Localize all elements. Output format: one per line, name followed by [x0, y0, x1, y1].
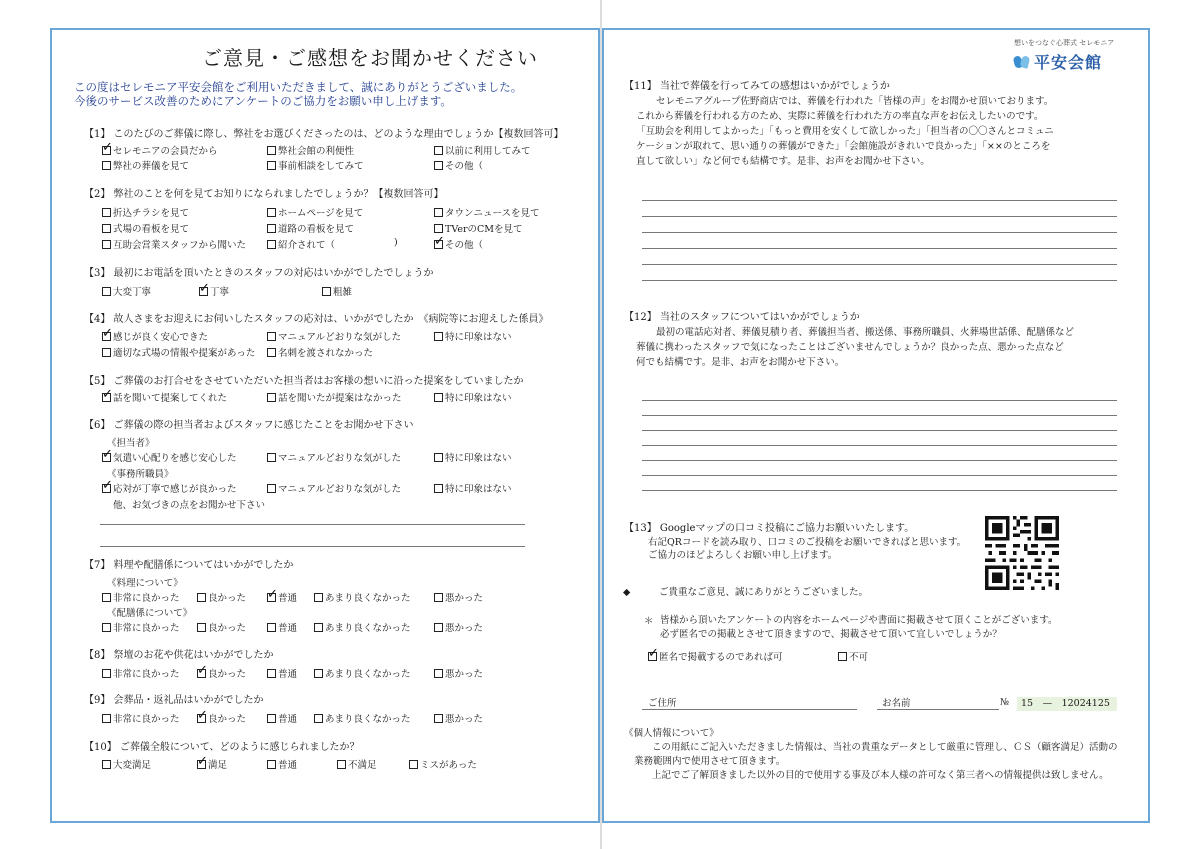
comment-line[interactable]	[642, 430, 1117, 431]
checkbox[interactable]	[434, 669, 443, 678]
q10-option-satisfied[interactable]: ✓ 満足	[197, 757, 227, 771]
checkbox[interactable]	[102, 332, 111, 341]
question-12-label: 【12】 当社のスタッフについてはいかがでしょうか	[624, 312, 860, 323]
checkbox[interactable]	[102, 146, 111, 155]
comment-line[interactable]	[642, 400, 1117, 401]
q8-option-average[interactable]: 普通	[267, 666, 297, 680]
checkbox[interactable]	[102, 393, 111, 402]
q12-description-cont: 葬儀に携わったスタッフで気になったことはございませんでしょうか？良かった点、悪かった点など 何でも結構です。是非、お声をお聞かせ下さい。	[636, 342, 1064, 368]
logo-name: 平安会館	[1034, 53, 1103, 72]
question-7-label: 【7】 料理や配膳係についてはいかがでしたか	[84, 560, 294, 571]
checkbox[interactable]	[197, 714, 206, 723]
q7-servers-option-not-good[interactable]: あまり良くなかった	[314, 620, 411, 634]
q9-option-not-good[interactable]: あまり良くなかった	[314, 711, 411, 725]
checkbox[interactable]	[102, 208, 111, 217]
company-logo	[1014, 38, 1114, 73]
q7-food-option-not-good[interactable]: あまり良くなかった	[314, 590, 411, 604]
q10-option-dissatisfied[interactable]: 不満足	[337, 757, 377, 771]
q7-servers-option-average[interactable]: 普通	[267, 620, 297, 634]
q12-description: 最初の電話応対者、葬儀見積り者、葬儀担当者、搬送係、事務所職員、火葬場世話係、配膳係など	[656, 327, 1075, 338]
checkbox[interactable]	[267, 146, 276, 155]
thanks-diamond-icon: ◆	[623, 587, 631, 598]
question-1-label: 【1】 このたびのご葬儀に際し、弊社をお選びくださったのは、どのような理由でしょうか【複数回答可】	[84, 129, 564, 140]
checkbox[interactable]	[102, 348, 111, 357]
question-9-label: 【9】 会葬品・返礼品はいかがでしたか	[84, 695, 264, 706]
logo-tagline: 想いをつなぐ心葬式 セレモニア	[1014, 39, 1115, 47]
privacy-text-third: 上記でご了解頂きました以外の目的で使用する事及び本人様の許可なく第三者への情報提供は致しません。	[652, 770, 1109, 781]
q4-option-no-card[interactable]: 名刺を渡されなかった	[267, 345, 373, 359]
q1-option-other[interactable]: その他（	[434, 158, 483, 172]
checkbox[interactable]	[267, 161, 276, 170]
q7-food-option-very-good[interactable]: 非常に良かった	[102, 590, 180, 604]
q10-option-mistake[interactable]: ミスがあった	[409, 757, 477, 771]
q1-option-previous[interactable]: 以前に利用してみて	[434, 143, 531, 157]
checkbox[interactable]	[267, 760, 276, 769]
q1-option-member[interactable]: ✓セレモニアの会員だから	[102, 143, 218, 157]
q11-description-cont: これから葬儀を行われる方のため、実際に葬儀を行われた方の率直な声をお伝えしたいのです。 「互助会を利用してよかった」「もっと費用を安くして欲しかった」「担当者の〇〇さんとコミュニ ケーションが取れて、思い通りの葬儀ができた」「会館施設がきれいで良かった」「××のところを 直して欲しい」など何でも結構です。是非、お声をお聞かせ下さい。	[636, 111, 1054, 167]
checkbox[interactable]	[102, 760, 111, 769]
checkbox[interactable]	[267, 593, 276, 602]
question-3-label: 【3】 最初にお電話を頂いたときのスタッフの対応はいかがでしたでしょうか	[84, 268, 434, 279]
q2-option-referral[interactable]: 紹介されて（	[267, 237, 335, 251]
consent-option-decline[interactable]: 不可	[838, 649, 868, 663]
q3-option-polite[interactable]: ✓ 丁寧	[199, 284, 229, 298]
question-10-label: 【10】 ご葬儀全般について、どのように感じられましたか？	[84, 742, 360, 753]
checkbox[interactable]	[314, 714, 323, 723]
q7-servers-option-very-good[interactable]: 非常に良かった	[102, 620, 180, 634]
checkbox[interactable]	[267, 484, 276, 493]
privacy-text-second: 業務範囲内で使用させて頂きます。	[634, 756, 786, 767]
checkbox[interactable]	[267, 623, 276, 632]
checkbox[interactable]	[199, 287, 208, 296]
checkbox[interactable]	[434, 224, 443, 233]
q1-option-saw-funeral[interactable]: 弊社の葬儀を見て	[102, 158, 189, 172]
q6-staff-option-manual[interactable]: マニュアルどおりな気がした	[267, 450, 401, 464]
checkbox[interactable]	[314, 623, 323, 632]
checkbox[interactable]	[314, 669, 323, 678]
checkbox[interactable]	[102, 161, 111, 170]
page-title: ご意見・ご感想をお聞かせください	[202, 46, 538, 70]
checkbox[interactable]	[267, 208, 276, 217]
q7-food-option-bad[interactable]: 悪かった	[434, 590, 483, 604]
checkbox[interactable]	[434, 593, 443, 602]
q13-description: 右記QRコードを読み取り、口コミのご投稿をお願いできればと思います。 ご協力のほどよろしくお願い申し上げます。	[648, 537, 967, 561]
q6-sub-staff: 《担当者》	[107, 438, 155, 449]
q2-option-tver-cm[interactable]: TVerのCMを見て	[434, 221, 523, 235]
q7-servers-option-bad[interactable]: 悪かった	[434, 620, 483, 634]
q2-option-town-news[interactable]: タウンニュースを見て	[434, 205, 540, 219]
address-field[interactable]	[642, 709, 857, 710]
comment-line[interactable]	[642, 248, 1117, 249]
q8-option-bad[interactable]: 悪かった	[434, 666, 483, 680]
q7-servers-option-good[interactable]: 良かった	[197, 620, 246, 634]
checkbox[interactable]	[267, 332, 276, 341]
checkbox[interactable]	[102, 484, 111, 493]
q6-other-comments-label: 他、お気づきの点をお聞かせ下さい	[113, 500, 266, 511]
checkbox[interactable]	[434, 208, 443, 217]
checkbox[interactable]	[102, 240, 111, 249]
checkbox[interactable]	[267, 224, 276, 233]
checkbox[interactable]	[102, 714, 111, 723]
privacy-text-first: この用紙にご記入いただきました情報は、当社の貴重なデータとして厳重に管理し、ＣＳ（顧客満足）活動の	[652, 742, 1118, 753]
checkbox[interactable]	[102, 287, 111, 296]
checkbox[interactable]	[197, 623, 206, 632]
q10-option-average[interactable]: 普通	[267, 757, 297, 771]
q2-option-homepage[interactable]: ホームページを見て	[267, 205, 363, 219]
q7-sub-food: 《料理について》	[107, 578, 183, 589]
q7-food-option-average[interactable]: ✓ 普通	[267, 590, 297, 604]
q3-option-very-polite[interactable]: 大変丁寧	[102, 284, 151, 298]
checkbox[interactable]	[102, 453, 111, 462]
q2-option-hall-sign[interactable]: 式場の看板を見て	[102, 221, 189, 235]
q2-option-flyer[interactable]: 折込チラシを見て	[102, 205, 189, 219]
question-2-label: 【2】 弊社のことを何を見てお知りになられましたでしょうか？【複数回答可】	[84, 189, 444, 200]
checkbox[interactable]	[648, 652, 657, 661]
checkbox[interactable]	[102, 669, 111, 678]
q10-option-very-satisfied[interactable]: 大変満足	[102, 757, 151, 771]
q5-option-listened-proposed[interactable]: ✓話を聞いて提案してくれた	[102, 390, 227, 404]
checkbox[interactable]	[434, 240, 443, 249]
q4-option-reassuring[interactable]: ✓感じが良く安心できた	[102, 329, 208, 343]
asterisk-icon: ＊	[644, 616, 654, 627]
q4-option-venue-info[interactable]: 適切な式場の情報や提案があった	[102, 345, 255, 359]
checkbox[interactable]	[197, 760, 206, 769]
checkbox[interactable]	[337, 760, 346, 769]
checkbox[interactable]	[197, 669, 206, 678]
q5-option-no-impression[interactable]: 特に印象はない	[434, 390, 512, 404]
q8-option-not-good[interactable]: あまり良くなかった	[314, 666, 411, 680]
checkbox[interactable]	[197, 593, 206, 602]
checkbox[interactable]	[434, 161, 443, 170]
q6-office-option-polite[interactable]: ✓応対が丁寧で感じが良かった	[102, 481, 237, 495]
q9-option-good[interactable]: ✓ 良かった	[197, 711, 246, 725]
q2-option-other[interactable]: ✓ その他（	[434, 237, 483, 251]
q9-option-average[interactable]: 普通	[267, 711, 297, 725]
q8-option-good[interactable]: ✓ 良かった	[197, 666, 246, 680]
checkbox[interactable]	[102, 593, 111, 602]
checkbox[interactable]	[838, 652, 847, 661]
q3-option-rough[interactable]: 粗雑	[322, 284, 352, 298]
q4-option-no-impression[interactable]: 特に印象はない	[434, 329, 512, 343]
name-field[interactable]	[877, 709, 999, 710]
checkbox[interactable]	[314, 593, 323, 602]
q11-description: セレモニアグループ佐野商店では、葬儀を行われた「皆様の声」をお聞かせ頂いております。	[656, 96, 1054, 107]
q1-option-convenience[interactable]: 弊社会館の利便性	[267, 143, 354, 157]
checkbox[interactable]	[409, 760, 418, 769]
comment-line[interactable]	[642, 200, 1117, 201]
q7-food-option-good[interactable]: 良かった	[197, 590, 246, 604]
checkbox[interactable]	[267, 453, 276, 462]
survey-right-page	[602, 28, 1150, 823]
checkbox[interactable]	[267, 348, 276, 357]
checkbox[interactable]	[267, 669, 276, 678]
checkbox[interactable]	[434, 453, 443, 462]
checkbox[interactable]	[322, 287, 331, 296]
consent-option-anonymous[interactable]: ✓匿名で掲載するのであれば可	[648, 649, 783, 663]
survey-left-page	[50, 28, 600, 823]
q2-option-road-sign[interactable]: 道路の看板を見て	[267, 221, 354, 235]
question-4-label: 【4】 故人さまをお迎えにお伺いしたスタッフの応対は、いかがでしたか 《病院等にお迎えした係員》	[84, 314, 549, 325]
comment-line[interactable]	[642, 490, 1117, 491]
q6-sub-office: 《事務所職員》	[107, 469, 174, 480]
q1-option-consultation[interactable]: 事前相談をしてみて	[267, 158, 364, 172]
q6-office-option-no-impression[interactable]: 特に印象はない	[434, 481, 512, 495]
q4-option-manual[interactable]: マニュアルどおりな気がした	[267, 329, 401, 343]
comment-line[interactable]	[642, 415, 1117, 416]
q5-option-no-proposal[interactable]: 話を聞いたが提案はなかった	[267, 390, 402, 404]
logo-mark-icon	[1014, 55, 1030, 69]
checkbox[interactable]	[102, 623, 111, 632]
comment-line[interactable]	[642, 264, 1117, 265]
name-label: お名前	[882, 698, 911, 709]
checkbox[interactable]	[434, 623, 443, 632]
comment-line[interactable]	[642, 460, 1117, 461]
address-label: ご住所	[648, 698, 677, 709]
comment-line[interactable]	[100, 524, 525, 525]
q2-option-sales-staff[interactable]: 互助会営業スタッフから聞いた	[102, 237, 246, 251]
checkbox[interactable]	[434, 714, 443, 723]
survey-number: 15 — 12024125	[1017, 697, 1117, 711]
checkbox[interactable]	[434, 332, 443, 341]
comment-line[interactable]	[100, 546, 525, 547]
checkbox[interactable]	[267, 393, 276, 402]
comment-line[interactable]	[642, 232, 1117, 233]
question-5-label: 【5】 ご葬儀のお打合せをさせていただいた担当者はお客様の想いに沿った提案をしていましたか	[84, 376, 524, 387]
checkbox[interactable]	[434, 393, 443, 402]
q9-option-bad[interactable]: 悪かった	[434, 711, 483, 725]
question-11-label: 【11】 当社で葬儀を行ってみての感想はいかがでしょうか	[624, 81, 890, 92]
q2-referral-close-paren: )	[394, 237, 398, 248]
checkbox[interactable]	[434, 484, 443, 493]
q6-office-option-manual[interactable]: マニュアルどおりな気がした	[267, 481, 401, 495]
publication-consent-text: 皆様から頂いたアンケートの内容をホームページや書面に掲載させて頂くことがございます。 必ず匿名での掲載とさせて頂きますので、掲載させて頂いて宜しいでしょうか？	[660, 615, 1058, 640]
question-6-label: 【6】 ご葬儀の際の担当者およびスタッフに感じたことをお聞かせ下さい	[84, 420, 414, 431]
checkbox[interactable]	[102, 224, 111, 233]
number-label: №	[1000, 697, 1009, 708]
q6-staff-option-considerate[interactable]: ✓気遣い心配りを感じ安心した	[102, 450, 237, 464]
comment-line[interactable]	[642, 475, 1117, 476]
thanks-message: ご貴重なご意見、誠にありがとうございました。	[659, 587, 869, 598]
q7-sub-servers: 《配膳係について》	[107, 608, 193, 619]
q6-staff-option-no-impression[interactable]: 特に印象はない	[434, 450, 512, 464]
privacy-title: 《個人情報について》	[624, 728, 719, 739]
q8-option-very-good[interactable]: 非常に良かった	[102, 666, 180, 680]
checkbox[interactable]	[267, 240, 276, 249]
comment-line[interactable]	[642, 216, 1117, 217]
comment-line[interactable]	[642, 445, 1117, 446]
intro-text: この度はセレモニア平安会館をご利用いただきまして、誠にありがとうございました。 今後のサービス改善のためにアンケートのご協力をお願い申し上げます。	[74, 80, 523, 108]
qr-code-icon[interactable]	[980, 516, 1064, 590]
comment-line[interactable]	[642, 280, 1117, 281]
checkbox[interactable]	[267, 714, 276, 723]
q9-option-very-good[interactable]: 非常に良かった	[102, 711, 180, 725]
question-8-label: 【8】 祭壇のお花や供花はいかがでしたか	[84, 650, 274, 661]
question-13-label: 【13】 Googleマップの口コミ投稿にご協力お願いいたします。	[624, 523, 915, 534]
checkbox[interactable]	[434, 146, 443, 155]
